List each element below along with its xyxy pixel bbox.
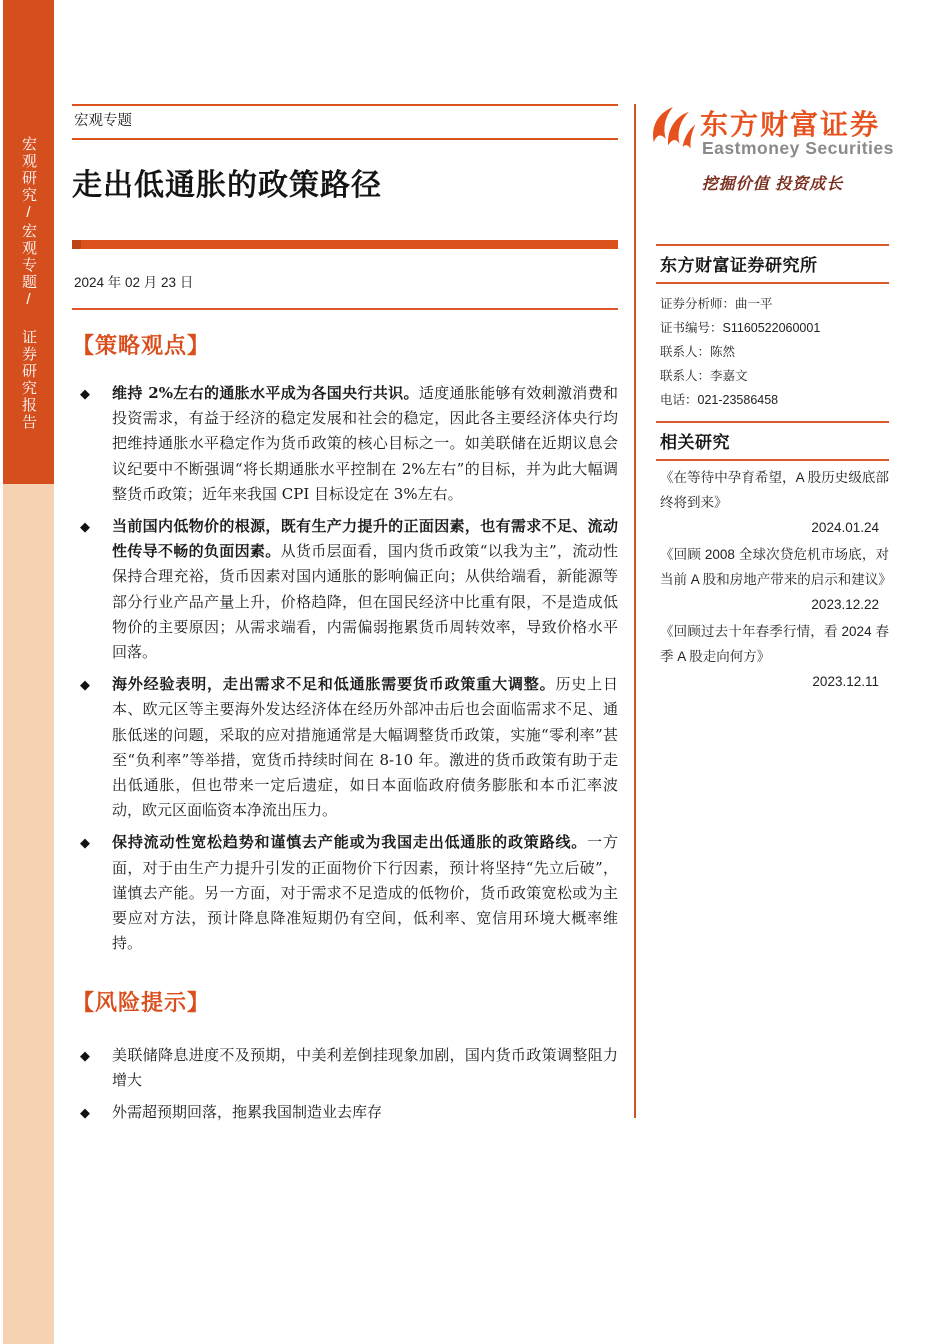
- brand-slogan: 挖掘价值 投资成长: [701, 176, 844, 193]
- strategy-bullet-1: [72, 381, 618, 507]
- risk-section-heading: 【风险提示】: [72, 990, 211, 1016]
- strategy-bullet-3: [72, 672, 618, 823]
- strategy-bullet-4-text: [112, 830, 618, 956]
- related-research-item: [660, 619, 889, 694]
- strategy-bullet-1-text: [112, 381, 618, 507]
- institute-title: 东方财富证券研究所: [660, 256, 818, 275]
- bullet-body-text: 历史上日本、欧元区等主要海外发达经济体在经历外部冲击后也会面临需求不足、通胀低迷的问题，采取的应对措施通常是大幅调整货币政策，实施“零利率”甚至“负利率”等举措，宽货币持续时间在 8-10 年。激进的货币政策有助于走出低通胀，但也带来一定后遗症，如日本面临政府债务膨胀和本币汇率波动，欧元区面临资本净流出压力。: [112, 675, 618, 820]
- main-column: [72, 0, 618, 1344]
- report-category: 宏观专题: [74, 113, 132, 129]
- related-research-link[interactable]: 《在等待中孕育希望，A 股历史级底部终将到来》: [660, 470, 889, 510]
- bullet-diamond-icon: ◆: [80, 386, 90, 401]
- related-research-link[interactable]: 《回顾过去十年春季行情，看 2024 春季 A 股走向何方》: [660, 624, 889, 664]
- risk-bullet-2-text: 外需超预期回落，拖累我国制造业去库存: [112, 1103, 383, 1122]
- left-band-bottom: [3, 484, 54, 1344]
- strategy-bullet-3-text: [112, 672, 618, 823]
- bullet-lead-text: 海外经验表明，走出需求不足和低通胀需要货币政策重大调整。: [112, 675, 556, 694]
- bullet-body-text: 从货币层面看，国内货币政策“以我为主”，流动性保持合理充裕，货币因素对国内通胀的影响偏正向；从供给端看，新能源等部分行业产品产量上升，价格趋降，但在国民经济中比重有限，不是造成低物价的主要原因；从需求端看，内需偏弱拖累货币周转效率，导致价格水平回落。: [112, 542, 618, 662]
- report-date: 2024 年 02 月 23 日: [74, 275, 194, 290]
- strategy-bullet-2-text: [112, 514, 618, 665]
- bullet-body-text: 一方面，对于由生产力提升引发的正面物价下行因素，预计将坚持“先立后破”，谨慎去产能。另一方面，对于需求不足造成的低物价，货币政策宽松或为主要应对方法，预计降息降准短期仍有空间，低利率、宽信用环境大概率维持。: [112, 833, 618, 953]
- related-research-list: [656, 461, 892, 694]
- phone-field: 电话：021-23586458: [660, 393, 779, 407]
- institute-box: [656, 244, 889, 412]
- bullet-lead-text: 保持流动性宽松趋势和谨慎去产能或为我国走出低通胀的政策路线。: [112, 833, 588, 852]
- title-accent-bar: [72, 240, 618, 249]
- header-rule-bottom: [72, 138, 618, 140]
- brand-name-cn: 东方财富证券: [700, 109, 881, 140]
- related-research-item: [660, 542, 892, 617]
- bullet-diamond-icon: ◆: [80, 677, 90, 693]
- left-band-top: [3, 0, 54, 484]
- related-research-item: [660, 465, 889, 540]
- risk-section: [72, 986, 618, 1133]
- contact-field-2: 联系人：李嘉文: [660, 369, 748, 383]
- strategy-bullet-4: [72, 830, 618, 956]
- related-research-title: 相关研究: [660, 433, 730, 452]
- risk-bullet-2: [72, 1100, 618, 1125]
- bullet-diamond-icon: ◆: [80, 1048, 90, 1063]
- eastmoney-logo-icon: [649, 105, 697, 157]
- bullet-diamond-icon: ◆: [80, 519, 90, 535]
- bullet-lead-text: 维持 2%左右的通胀水平成为各国央行共识。: [112, 384, 419, 402]
- bullet-diamond-icon: ◆: [80, 1105, 90, 1121]
- date-rule: [72, 308, 618, 310]
- bullet-diamond-icon: ◆: [80, 835, 90, 851]
- bullet-lead-text: 当前国内低物价的根源，既有生产力提升的正面因素，也有需求不足、流动性传导不畅的负面因素。: [112, 517, 618, 561]
- brand-name-en: Eastmoney Securities: [702, 138, 894, 158]
- column-divider: [634, 104, 636, 1118]
- strategy-section-heading: 【策略观点】: [72, 333, 211, 359]
- related-research-date: 2023.12.11: [812, 674, 879, 689]
- related-research-link[interactable]: 《回顾 2008 全球次贷危机市场底，对当前 A 股和房地产带来的启示和建议》: [660, 547, 892, 587]
- strategy-bullet-list: [72, 381, 618, 963]
- institute-fields: [656, 284, 889, 412]
- report-type-vertical-label: 宏观研究/宏观专题/ 证券研究报告: [20, 136, 37, 431]
- analyst-field: 证券分析师：曲一平: [660, 297, 773, 311]
- related-research-date: 2024.01.24: [811, 520, 879, 535]
- report-title: 走出低通胀的政策路径: [72, 169, 382, 202]
- related-research-box: [656, 421, 892, 696]
- header-rule-top: [72, 104, 618, 106]
- strategy-bullet-2: [72, 514, 618, 665]
- risk-bullet-1: [72, 1043, 618, 1093]
- related-research-date: 2023.12.22: [811, 597, 879, 612]
- bullet-body-text: 适度通胀能够有效刺激消费和投资需求，有益于经济的稳定发展和社会的稳定，因此各主要经济体央行均把维持通胀水平稳定作为货币政策的核心目标之一。如美联储在近期议息会议纪要中不断强调“将长期通胀水平控制在 2%左右”的目标，并为此大幅调整货币政策；近年来我国 CPI 目标设定在 3%左右。: [112, 384, 618, 503]
- risk-bullet-1-text: 美联储降息进度不及预期，中美利差倒挂现象加剧，国内货币政策调整阻力增大: [112, 1046, 618, 1090]
- contact-field-1: 联系人：陈然: [660, 345, 736, 359]
- license-number-field: 证书编号：S1160522060001: [660, 321, 821, 335]
- risk-bullet-list: [72, 1043, 618, 1126]
